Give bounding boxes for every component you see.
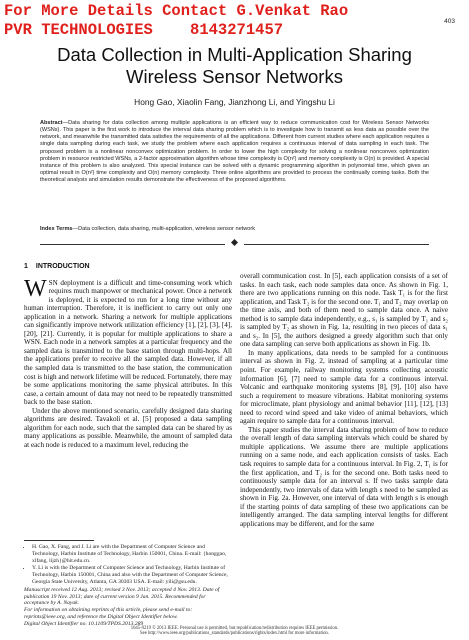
manuscript-info: Manuscript received 12 Aug. 2013; revised 3 Nov. 2013; accepted 4 Nov. 2013. Date of publication 19 Nov. 2013; date of current version 9 Jan. 2015. Recommended for acceptance by A. Nayak. xyxy=(24,586,220,607)
left-column xyxy=(24,263,232,449)
right-column xyxy=(240,272,448,528)
copyright-line: 1045-9219 © 2013 IEEE. Personal use is permitted, but republication/redistribution requires IEEE permission. xyxy=(130,626,339,631)
affiliation-2: • Y. Li is with the Department of Computer Science and Technology, Harbin Institute of Technology, Harbin 150001, China and also with the Department of Computer Science, Georgia State University, Atlanta, GA 30303 USA. E-mail: yili@gsu.edu. xyxy=(32,565,232,585)
banner-line-2: PVR TECHNOLOGIES 8143271457 xyxy=(4,21,284,39)
index-terms xyxy=(40,226,429,233)
abstract xyxy=(40,120,429,184)
reprints-info: For information on obtaining reprints of this article, please send e-mail to: reprints@ieee.org, and reference the Digital Object Identifier below. xyxy=(24,607,193,620)
right-paragraph-3: This paper studies the interval data sharing problem of how to reduce the overall length of data sampling intervals which could be shared by multiple applications. We assume there are multiple applications running on a same node, and each application consists of tasks. Each task requires to sample data for a continuous interval. In Fig. 2, T₁ is for the first application, and T₂ is for the second one. Both tasks need to continuously sample data for an interval s. If two tasks sample data independently, two intervals of data with length s need to be sampled as shown in Fig. 2a. However, one interval of data with length s is enough if the starting points of data sampling of these two applications can be intelligently arranged. The data sampling interval lengths for different applications may be different, and for the same xyxy=(240,425,448,528)
right-paragraph-2: In many applications, data needs to be sampled for a continuous interval as shown in Fig. 2, instead of sampling at a particular time point. For example, railway monitoring systems collecting acoustic information [6], [7] need to sample data for a continuous interval. Volcanic and earthquake monitoring systems [8], [9], [10] also have such a requirement to measure vibrations. Habitat monitoring systems for microclimate, plant physiology and animal behavior [11], [12], [13] need to record wind speed and take video of animal behaviors, which again require to sample data for a continuous interval. xyxy=(240,348,448,426)
section-title: INTRODUCTION xyxy=(35,263,90,270)
rights-link-line: See http://www.ieee.org/publications_standards/publications/rights/index.html for more information. xyxy=(140,631,329,637)
page-footer xyxy=(0,626,469,637)
index-terms-label: Index Terms xyxy=(40,226,73,232)
author-list: Hong Gao, Xiaolin Fang, Jianzhong Li, and Yingshu Li xyxy=(134,97,335,107)
abstract-text: —Data sharing for data collection among multiple applications is an efficient way to reduce communication cost for Wireless Sensor Networks (WSNs). This paper is the first work to introduce the interval data sharing problem which is to investigate how to transmit as less data as possible over the network, and meanwhile the transmitted data satisfies the requirements of all the applications. Different from current studies where each application requires a single data sampling during each task, we study the problem where each application requires a continuous interval of data sampling in each task. The proposed problem is a nonlinear nonconvex optimization problem. In order to lower the high complexity for solving a nonlinear nonconvex optimization problem in resource restricted WSNs, a 2-factor approximation algorithm whose time complexity is O(n²) and memory complexity is O(n) is provided. A special instance of this problem is also analyzed. This special instance can be solved with a dynamic programming algorithm in polynomial time, which gives an optimal result in O(n²) time complexity and O(n) memory complexity. Three online algorithms are provided to process the continually coming tasks. Both the theoretical analysis and simulation results demonstrate the effectiveness of the proposed algorithms. xyxy=(40,120,429,184)
title-line-2: Wireless Sensor Networks xyxy=(126,66,343,87)
doi-info: Digital Object Identifier no. 10.1109/TPDS.2013.289 xyxy=(24,620,144,627)
drop-cap: W xyxy=(24,275,47,302)
title-line-1: Data Collection in Multi-Application Sharing xyxy=(57,44,412,65)
affiliation-1: • H. Gao, X. Fang, and J. Li are with the Department of Computer Science and Technology, Harbin Institute of Technology, Harbin 150001, China. E-mail: {honggao, xlfang, lijzh}@hit.edu.cn. xyxy=(32,544,232,564)
index-terms-text: —Data collection, data sharing, multi-application, wireless sensor network xyxy=(72,226,256,232)
intro-paragraph-1-text: SN deployment is a difficult and time-consuming work which requires much manpower or mechanical power. Once a network is deployed, it is expected to run for a long time without any human interruption. Therefore, it is inefficient to carry out only one application in a network. Sharing a network for multiple applications can significantly improve network utilization efficiency [1], [2], [3], [4], [20], [21]. Currently, it is popular for multiple applications to share a WSN. Each node in a network samples at a particular frequency and the sampled data is transmitted to the base station through multi-hops. All the applications prefer to receive all the sampled data. However, if all the sampled data is transmitted to the base station, the communication cost is high and network lifetime will be reduced. Fortunately, there may be some applications monitoring the same physical attributes. In this case, a certain amount of data may not need to be repeatedly transmitted back to the base station. xyxy=(24,278,232,407)
footnotes xyxy=(24,540,232,628)
divider-diamond-icon xyxy=(231,239,238,246)
intro-paragraph-1 xyxy=(24,275,232,407)
section-divider-left xyxy=(40,244,225,245)
section-divider-right xyxy=(244,244,429,245)
page-number: 403 xyxy=(444,18,455,25)
footnote-rule xyxy=(24,540,94,541)
paper-title xyxy=(0,44,469,88)
section-number: 1 xyxy=(24,263,28,270)
promo-banner xyxy=(4,2,444,40)
section-heading xyxy=(24,263,232,272)
affiliation-list xyxy=(24,544,232,586)
banner-line-1: For More Details Contact G.Venkat Rao xyxy=(4,2,349,20)
abstract-label: Abstract xyxy=(40,120,63,126)
intro-paragraph-2: Under the above mentioned scenario, carefully designed data sharing algorithms are desired. Tavakoli et al. [5] proposed a data sampling algorithm for each node, such that the sampled data can be shared by as many applications as possible. Meanwhile, the amount of sampled data at each node is reduced to a maximum level, reducing the xyxy=(24,406,232,449)
right-paragraph-1: overall communication cost. In [5], each application consists of a set of tasks. In each task, each node samples data once. As shown in Fig. 1, there are two applications running on this node. Task T₁ is for the first application, and Task T₂ is for the second one. T₁ and T₂ may overlap on the time axis, and both of them need to sample data once. A naive method is to sample data independently, e.g., s₁ is sampled by T₁ and s₂ is sampled by T₂ as shown in Fig. 1a, resulting in two pieces of data s₁ and s₂. In [5], the authors designed a greedy algorithm such that only one data sampling can serve both applications as shown in Fig. 1b. xyxy=(240,272,448,349)
